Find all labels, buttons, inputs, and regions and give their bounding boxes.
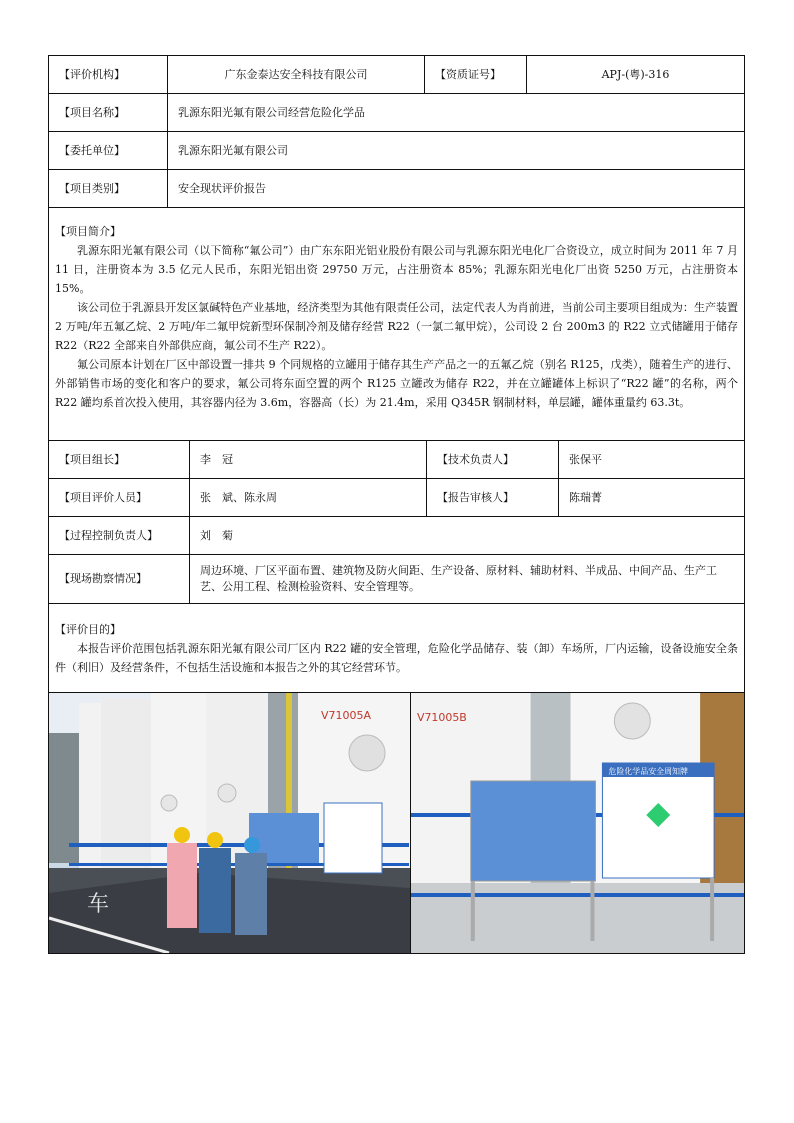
evaluators-value: 张 斌、陈永周: [189, 479, 426, 516]
intro-paragraph: 该公司位于乳源县开发区氯碱特色产业基地，经济类型为其他有限责任公司，法定代表人为肖前进，当前公司主要项目组成为：生产装置 2 万吨/年五氟乙烷、2 万吨/年二氟甲烷新型环保制冷剂及储存经营 R22（一氯二氟甲烷），公司设 2 台 200m3 的 R22 立式储罐用于储存 R22（R22 全部来自外部供应商，氟公司不生产 R22）。: [55, 301, 738, 352]
ground-marking: 车: [87, 892, 110, 917]
leader-row: [49, 441, 744, 479]
tech-lead-label: 【技术负责人】: [426, 441, 558, 478]
tank-code-right: V71005B: [416, 710, 467, 725]
site-photos: [49, 693, 744, 953]
purpose-section: [49, 604, 744, 693]
safety-sign-title: 危险化学品安全周知牌: [608, 766, 688, 777]
process-control-value: 刘 菊: [189, 517, 744, 554]
site-survey-value: 周边环境、厂区平面布置、建筑物及防火间距、生产设备、原材料、辅助材料、半成品、中间产品、生产工艺、公用工程、检测检验资料、安全管理等。: [189, 555, 744, 603]
purpose-title: 【评价目的】: [55, 623, 121, 636]
reviewer-label: 【报告审核人】: [426, 479, 558, 516]
cert-label: 【资质证号】: [424, 56, 526, 93]
reviewer-value: 陈瑞菁: [558, 479, 744, 516]
site-photo-right: [410, 693, 744, 953]
evaluation-form: [48, 55, 745, 954]
client-row: [49, 132, 744, 170]
site-photo-left: [49, 693, 410, 953]
intro-section: [49, 208, 744, 441]
site-survey-label: 【现场勘察情况】: [59, 572, 147, 585]
leader-label: 【项目组长】: [59, 452, 125, 466]
project-name-value: 乳源东阳光氟有限公司经营危险化学品: [167, 94, 744, 131]
intro-title: 【项目简介】: [55, 225, 121, 238]
tank-code-left: V71005A: [321, 709, 372, 722]
project-name-label: 【项目名称】: [59, 105, 125, 119]
evaluators-row: [49, 479, 744, 517]
purpose-paragraph: 本报告评价范围包括乳源东阳光氟有限公司厂区内 R22 罐的安全管理，危险化学品储存、装（卸）车场所，厂内运输，设备设施安全条件（利旧）及经营条件，不包括生活设施和本报告之外的其它经营环节。: [55, 642, 738, 674]
leader-value: 李 冠: [189, 441, 426, 478]
tech-lead-value: 张保平: [558, 441, 744, 478]
client-value: 乳源东阳光氟有限公司: [167, 132, 744, 169]
category-value: 安全现状评价报告: [167, 170, 744, 207]
project-name-row: [49, 94, 744, 132]
org-row: [49, 56, 744, 94]
intro-paragraph: 乳源东阳光氟有限公司（以下简称“氟公司”）由广东东阳光铝业股份有限公司与乳源东阳光电化厂合资设立，成立时间为 2011 年 7 月 11 日，注册资本为 3.5 亿元人民币，东阳光铝出资 29750 万元，占注册资本 85%；乳源东阳光电化厂出资 5250 万元，占注册资本 15%。: [55, 244, 738, 295]
org-value: 广东金泰达安全科技有限公司: [167, 56, 424, 93]
site-survey-row: [49, 555, 744, 604]
process-control-row: [49, 517, 744, 555]
intro-paragraph: 氟公司原本计划在厂区中部设置一排共 9 个同规格的立罐用于储存其生产产品之一的五氟乙烷（别名 R125，戊类），随着生产的进行、外部销售市场的变化和客户的要求，氟公司将东面空置的两个 R125 立罐改为储存 R22，并在立罐罐体上标识了“R22 罐”的名称，两个 R22 罐均系首次投入使用，其容器内径为 3.6m，容器高（长）为 21.4m，采用 Q345R 钢制材料，单层罐，罐体重量约 63.3t。: [55, 358, 738, 409]
category-label: 【项目类别】: [59, 181, 125, 195]
evaluators-label: 【项目评价人员】: [59, 490, 147, 504]
category-row: [49, 170, 744, 208]
client-label: 【委托单位】: [59, 143, 125, 157]
process-control-label: 【过程控制负责人】: [59, 528, 158, 542]
cert-value: APJ-(粤)-316: [526, 56, 744, 93]
org-label: 【评价机构】: [59, 67, 125, 81]
